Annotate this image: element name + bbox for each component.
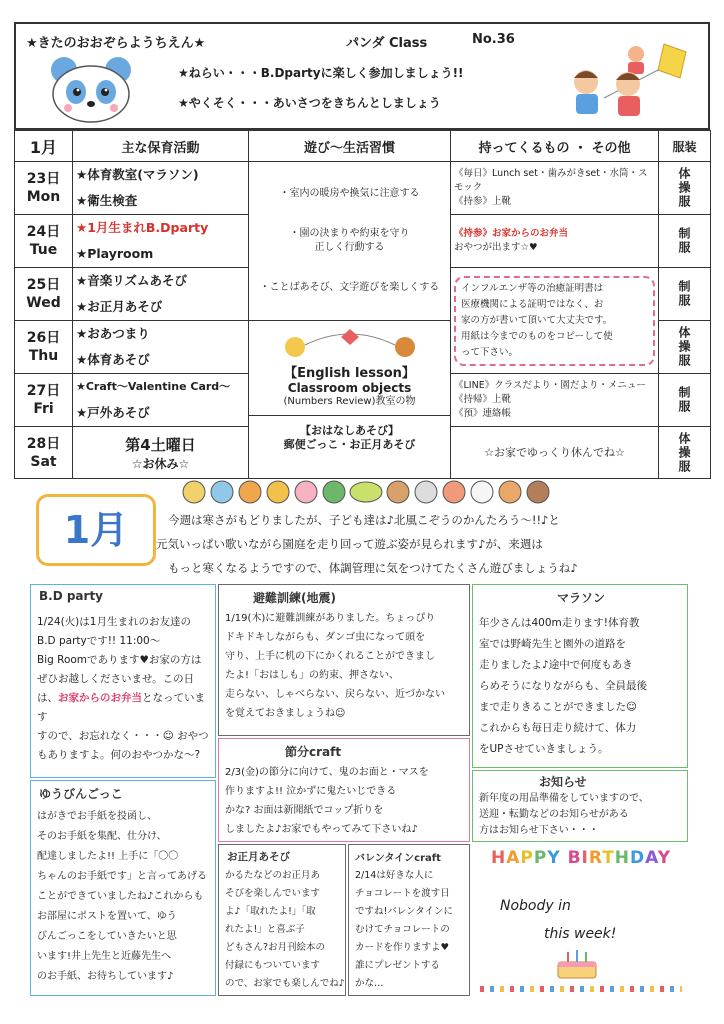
activity-cell: 第4土曜日 ☆お休み☆ [73,427,249,479]
bring-cell: 《持参》お家からのお弁当 おやつが出ます☆♥ [451,215,659,268]
month-header: 1月 [15,131,73,162]
day-cell: 23日 Mon [15,162,73,215]
birthday-letter: P [533,848,548,868]
clothes-header: 服装 [659,131,711,162]
bd-lunch-highlight: お家からのお弁当 [58,692,142,704]
birthday-title [476,848,686,868]
clothes-cell: 制服 [659,374,711,427]
cake-icon [552,946,602,980]
weekly-goal: ★ねらい・・・B.Dpartyに楽しく参加しましょう!! [178,66,464,80]
birthday-letter: A [645,848,658,868]
bring-cell: 《LINE》クラスだより・園だより・メニュー 《持帰》上靴 《預》連絡帳 [451,374,659,427]
panel-setsubun: 節分craft 2/3(金)の節分に向けて、鬼のお面と・マスを 作りますよ!! 泣かずに鬼たいじできる かな? お面は新聞紙でコップ折りを しましたよ♪お家でもやってみて下さいね♪ [218,738,470,842]
bring-cell: 《毎日》Lunch set・歯みがきset・水筒・スモック 《持参》上靴 [451,162,659,215]
activity-cell: ★体育教室(マラソン) ★衛生検査 [73,162,249,215]
intro-box [14,478,710,582]
day-cell: 24日 Tue [15,215,73,268]
issue-number: No.36 [472,32,515,47]
panel-mail-play: ゆうびんごっこ はがきでお手紙を投函し、 そのお手紙を集配、仕分け、 配達しましたよ!! 上手に「〇〇 ちゃんのお手紙です」と言ってあげる ことができていましたね♪これからも お部屋にポストを置いて、ゆう びんごっこをしていきたいと思 います!井上先生と近藤先生へ のお手紙、お待ちしています♪ [30,780,216,996]
birthday-letter: Y [547,848,561,868]
day-cell: 28日 Sat [15,427,73,479]
birthday-letter [561,848,568,868]
clothes-cell: 制服 [659,215,711,268]
birthday-letter: Y [657,848,671,868]
schedule-table [14,130,711,479]
clothes-cell: 制服 [659,268,711,321]
activity-cell: ★おあつまり ★体育あそび [73,321,249,374]
birthday-letter: A [506,848,521,868]
health-note: インフルエンザ等の治癒証明書は 医療機関による証明ではなく、お 家の方が書いて頂いて大丈夫です。 用紙は今までのものをコピーして使 って下さい。 [451,268,659,374]
weekly-promise: ★やくそく・・・あいさつをきちんとしましょう [178,96,441,110]
activity-cell: ★Craft～Valentine Card～ ★戸外あそび [73,374,249,427]
play-header: 遊び～生活習慣 [249,131,451,162]
birthday-dots [480,986,682,992]
birthday-letter: B [567,848,582,868]
day-cell: 27日 Fri [15,374,73,427]
panel-newyear-play: お正月あそび かるたなどのお正月あ そびを楽しんでいます よ♪「取れたよ!」「取 れたよ!」と喜ぶ子 どもさん?お月刊絵本の 付録にもついています ので、お家でも楽しんでね♪ [218,844,346,996]
activities-header: 主な保育活動 [73,131,249,162]
panda-icon [46,54,136,124]
panel-bd-party: B.D party 1/24(火)は1月生まれのお友達の B.D partyです!! 11:00～ Big Roomであります♥お家の方は ぜひお越しくださいませ。この日 は、お家からのお弁当となっています すので、お忘れなく・・・☺ おやつ もありますよ。何のおやつかな～? [30,584,216,778]
birthday-letter: H [490,848,507,868]
birthday-letter: D [630,848,646,868]
play-cell-top: ・室内の暖房や換気に注意する ・園の決まりや約束を守り 正しく行動する ・ことばあそび、文字遊びを楽しくする [249,162,451,321]
panel-notice: お知らせ 新年度の用品準備をしていますので、 送迎・転勤などのお知らせがある 方はお知らせ下さい・・・ [472,770,688,842]
day-cell: 25日 Wed [15,268,73,321]
panel-birthday: HAPPY BIRTHDAY Nobody in this week! [476,846,686,996]
bring-header: 持ってくるもの ・ その他 [451,131,659,162]
clothes-cell: 体操服 [659,162,711,215]
birthday-letter: I [581,848,589,868]
intro-text: 今週は寒さがもどりましたが、子ども達は♪北風こぞうのかんたろう～!!♪と 元気いっぱい歌いながら園庭を走り回って遊ぶ姿が見られます♪が、来週は もっと寒くなるようですので、体調管理に気をつけてたくさん遊びましょうね♪ [156,513,578,575]
birthday-letter: T [602,848,615,868]
month-banner-frame [36,494,156,566]
birthday-letter: H [614,848,631,868]
activity-cell: ★音楽リズムあそび ★お正月あそび [73,268,249,321]
animals-kite-icon [275,323,425,363]
birthday-letter: R [588,848,603,868]
school-name: ★きたのおおぞらようちえん★ [26,36,206,51]
clothes-cell: 体操服 [659,321,711,374]
kids-kite-icon [564,38,694,126]
birthday-letter: P [520,848,534,868]
play-cell-bottom: 【English lesson】 Classroom objects (Numbers Review)教室の物 【おはなしあそび】 郵便ごっこ・お正月あそび [249,321,451,479]
month-banner: 1月 [63,508,129,552]
class-name: パンダ Class [346,36,428,51]
panel-valentine-craft: バレンタインcraft 2/14は好きな人に チョコレートを渡す日 ですね!バレンタインに むけてチョコレートの カードを作りますよ♥ 誰にプレゼントする かな… [348,844,470,996]
bring-cell: ☆お家でゆっくり休んでね☆ [451,427,659,479]
clothes-cell: 体操服 [659,427,711,479]
activity-cell: ★1月生まれB.Dparty ★Playroom [73,215,249,268]
day-cell: 26日 Thu [15,321,73,374]
panel-evac-drill: 避難訓練(地震) 1/19(木)に避難訓練がありました。ちょっぴり ドキドキしながらも、ダンゴ虫になって頭を 守り、上手に机の下にかくれることができまし たよ!「おはしも」の約束、押さない、 走らない、しゃべらない、戻らない、近づかない を覚えておきましょうね☺ [218,584,470,736]
panel-marathon: マラソン 年少さんは400m走ります!体育教 室では野崎先生と園外の道路を 走りましたよ♪途中で何度もあき らめそうになりながらも、全員最後 まで走りきることができました☺ これからも毎日走り続けて、体力 をUPさせていきましょう。 [472,584,688,768]
header [14,22,710,130]
